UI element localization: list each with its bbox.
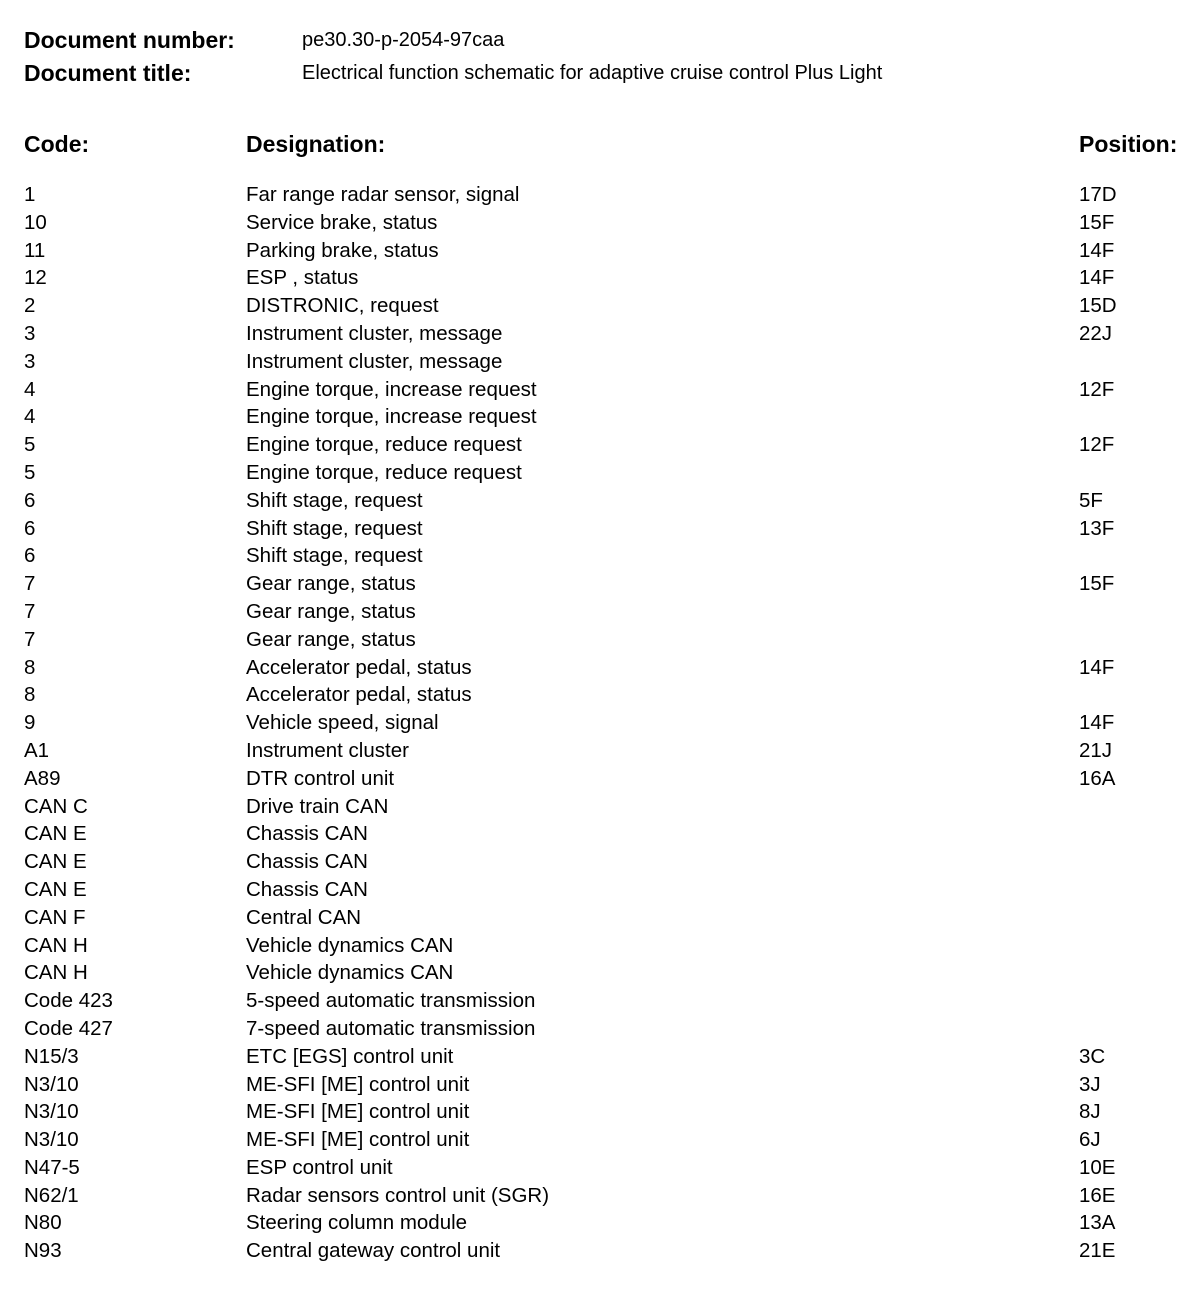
row-designation: Shift stage, request	[246, 544, 423, 568]
row-designation: Vehicle dynamics CAN	[246, 933, 454, 957]
row-code: 7	[24, 599, 36, 623]
table-row	[0, 765, 1204, 793]
table-row	[0, 932, 1204, 960]
row-designation: ME-SFI [ME] control unit	[246, 1128, 470, 1152]
row-designation: Instrument cluster, message	[246, 349, 503, 373]
row-code: 6	[24, 488, 36, 512]
row-position: 15D	[1079, 294, 1117, 318]
table-row	[0, 487, 1204, 515]
table-row	[0, 1154, 1204, 1182]
row-code: 11	[24, 238, 46, 262]
table-row	[0, 515, 1204, 543]
table-row	[0, 1098, 1204, 1126]
row-designation: Central CAN	[246, 905, 362, 929]
row-code: Code 423	[24, 989, 113, 1013]
row-designation: Engine torque, increase request	[246, 405, 537, 429]
row-position: 12F	[1079, 433, 1115, 457]
table-row	[0, 1237, 1204, 1265]
row-designation: ESP , status	[246, 266, 359, 290]
row-position: 14F	[1079, 711, 1115, 735]
row-position: 21E	[1079, 1239, 1116, 1263]
table-row	[0, 431, 1204, 459]
row-designation: Steering column module	[246, 1211, 468, 1235]
row-designation: Accelerator pedal, status	[246, 655, 472, 679]
row-designation: 5-speed automatic transmission	[246, 989, 536, 1013]
row-position: 16A	[1079, 766, 1116, 790]
table-row	[0, 1182, 1204, 1210]
row-designation: Service brake, status	[246, 210, 438, 234]
row-designation: Far range radar sensor, signal	[246, 183, 520, 206]
row-code: 3	[24, 349, 36, 373]
row-designation: Instrument cluster, message	[246, 321, 503, 345]
row-designation: DTR control unit	[246, 766, 395, 790]
row-code: 4	[24, 405, 36, 429]
table-row	[0, 793, 1204, 821]
row-position: 3C	[1079, 1044, 1106, 1068]
table-row	[0, 1126, 1204, 1154]
table-row	[0, 681, 1204, 709]
row-position: 3J	[1079, 1072, 1101, 1096]
row-designation: DISTRONIC, request	[246, 294, 439, 318]
row-code: 5	[24, 433, 36, 457]
table-row	[0, 876, 1204, 904]
row-code: N15/3	[24, 1044, 79, 1068]
row-designation: ETC [EGS] control unit	[246, 1044, 454, 1068]
row-position: 15F	[1079, 572, 1115, 596]
table-header	[0, 128, 1204, 160]
table-row	[0, 570, 1204, 598]
row-designation: Chassis CAN	[246, 822, 368, 846]
row-code: A1	[24, 738, 50, 762]
row-position: 14F	[1079, 238, 1115, 262]
row-code: 6	[24, 544, 36, 568]
table-row	[0, 904, 1204, 932]
table-row	[0, 320, 1204, 348]
table-row	[0, 959, 1204, 987]
row-position: 6J	[1079, 1128, 1101, 1152]
row-code: A89	[24, 766, 61, 790]
row-designation: Chassis CAN	[246, 877, 368, 901]
row-code: N80	[24, 1211, 62, 1235]
code-table	[0, 181, 1204, 1265]
document-title-label: Document title:	[24, 60, 192, 86]
table-row	[0, 348, 1204, 376]
row-designation: Vehicle speed, signal	[246, 711, 439, 735]
row-position: 15F	[1079, 210, 1115, 234]
row-code: N3/10	[24, 1072, 79, 1096]
row-designation: Gear range, status	[246, 627, 416, 651]
row-code: 3	[24, 321, 36, 345]
row-designation: Engine torque, reduce request	[246, 433, 522, 457]
row-code: 7	[24, 572, 36, 596]
row-designation: Instrument cluster	[246, 738, 409, 762]
table-row	[0, 987, 1204, 1015]
row-code: CAN E	[24, 877, 87, 901]
row-code: CAN E	[24, 822, 87, 846]
row-position: 22J	[1079, 321, 1113, 345]
row-code: 7	[24, 627, 36, 651]
row-code: Code 427	[24, 1016, 113, 1040]
table-row	[0, 292, 1204, 320]
table-row	[0, 709, 1204, 737]
row-code: 2	[24, 294, 36, 318]
row-code: CAN H	[24, 961, 88, 985]
table-row	[0, 209, 1204, 237]
table-row	[0, 1071, 1204, 1099]
row-code: N3/10	[24, 1128, 79, 1152]
header-position: Position:	[1079, 131, 1178, 157]
row-position: 8J	[1079, 1100, 1101, 1124]
row-code: N3/10	[24, 1100, 79, 1124]
row-code: 4	[24, 377, 36, 401]
table-row	[0, 237, 1204, 265]
table-row	[0, 848, 1204, 876]
table-row	[0, 376, 1204, 404]
table-row	[0, 598, 1204, 626]
row-code: 1	[24, 183, 36, 206]
header-designation: Designation:	[246, 131, 386, 157]
table-row	[0, 820, 1204, 848]
document-number-value: pe30.30-p-2054-97caa	[302, 29, 505, 51]
row-designation: Radar sensors control unit (SGR)	[246, 1183, 550, 1207]
row-code: N47-5	[24, 1155, 80, 1179]
table-row	[0, 542, 1204, 570]
table-row	[0, 737, 1204, 765]
row-designation: Gear range, status	[246, 572, 416, 596]
row-code: 9	[24, 711, 36, 735]
header-code: Code:	[24, 131, 90, 157]
row-code: CAN E	[24, 850, 87, 874]
table-row	[0, 403, 1204, 431]
document-number-label: Document number:	[24, 27, 235, 53]
row-designation: ME-SFI [ME] control unit	[246, 1072, 470, 1096]
table-row	[0, 459, 1204, 487]
table-row	[0, 654, 1204, 682]
row-designation: 7-speed automatic transmission	[246, 1016, 536, 1040]
table-row	[0, 1209, 1204, 1237]
row-code: CAN H	[24, 933, 88, 957]
row-position: 14F	[1079, 266, 1115, 290]
row-designation: Parking brake, status	[246, 238, 439, 262]
row-designation: Engine torque, reduce request	[246, 460, 522, 484]
row-designation: Drive train CAN	[246, 794, 389, 818]
row-code: N62/1	[24, 1183, 79, 1207]
table-row	[0, 1043, 1204, 1071]
table-row	[0, 264, 1204, 292]
row-designation: ESP control unit	[246, 1155, 393, 1179]
row-code: 12	[24, 266, 47, 290]
row-position: 21J	[1079, 738, 1113, 762]
row-code: CAN F	[24, 905, 86, 929]
row-code: 10	[24, 210, 47, 234]
row-code: N93	[24, 1239, 62, 1263]
row-code: 5	[24, 460, 36, 484]
row-position: 13F	[1079, 516, 1115, 540]
row-designation: Accelerator pedal, status	[246, 683, 472, 707]
row-position: 13A	[1079, 1211, 1116, 1235]
table-row	[0, 626, 1204, 654]
row-designation: ME-SFI [ME] control unit	[246, 1100, 470, 1124]
row-position: 14F	[1079, 655, 1115, 679]
row-designation: Vehicle dynamics CAN	[246, 961, 454, 985]
row-designation: Shift stage, request	[246, 488, 423, 512]
row-code: 8	[24, 655, 36, 679]
row-position: 10E	[1079, 1155, 1116, 1179]
row-designation: Gear range, status	[246, 599, 416, 623]
row-designation: Chassis CAN	[246, 850, 368, 874]
table-row	[0, 1015, 1204, 1043]
row-designation: Engine torque, increase request	[246, 377, 537, 401]
row-code: 6	[24, 516, 36, 540]
row-position: 12F	[1079, 377, 1115, 401]
row-position: 5F	[1079, 488, 1103, 512]
table-row	[0, 181, 1204, 209]
row-designation: Shift stage, request	[246, 516, 423, 540]
row-designation: Central gateway control unit	[246, 1239, 501, 1263]
row-code: CAN C	[24, 794, 88, 818]
row-position: 16E	[1079, 1183, 1116, 1207]
row-position: 17D	[1079, 183, 1117, 206]
row-code: 8	[24, 683, 36, 707]
document-title-value: Electrical function schematic for adaptive cruise control Plus Light	[302, 62, 883, 84]
